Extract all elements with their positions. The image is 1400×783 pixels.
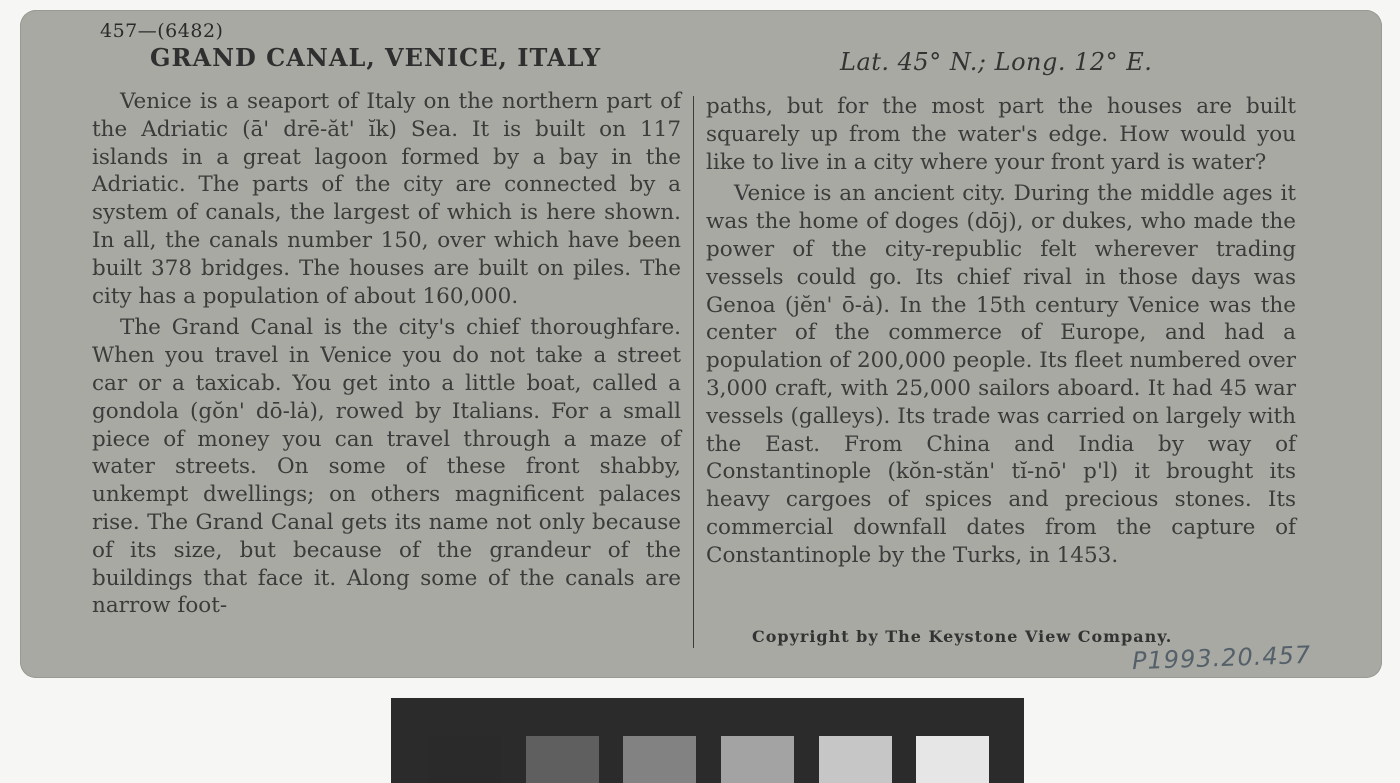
- paragraph: Venice is a seaport of Italy on the northern part of the Adriatic (ā' drē-ăt' ĭk) Sea. It is built on 117 islands in a great lagoon formed by a bay in the Adriatic. The parts of the city are connected by a system of canals, the largest of which is here shown. In all, the canals number 150, over which have been built 378 bridges. The houses are built on piles. The city has a population of about 160,000.: [92, 89, 681, 309]
- handwritten-catalog-number: P1993.20.457: [1131, 640, 1312, 676]
- column-divider: [693, 96, 694, 648]
- paragraph: The Grand Canal is the city's chief thoroughfare. When you travel in Venice you do not take a street car or a taxicab. You get into a little boat, called a gondola (gŏn' dō-lȧ), rowed by Italians. For a small piece of money you can travel through a maze of water streets. On some of these front shabby, unkempt dwellings; on others magnificent palaces rise. The Grand Canal gets its name not only because of its size, but because of the grandeur of the buildings that face it. Along some of the canals are narrow foot-: [92, 315, 681, 619]
- card-code: 457—(6482): [100, 20, 224, 42]
- coordinates: Lat. 45° N.; Long. 12° E.: [840, 48, 1153, 76]
- gray-patch: [819, 736, 892, 783]
- right-column: [706, 93, 1296, 570]
- gray-patch: [721, 736, 794, 783]
- left-column: [92, 88, 681, 620]
- paragraph: Venice is an ancient city. During the middle ages it was the home of doges (dōj), or dukes, who made the power of the city-republic felt wherever trading vessels could go. Its chief rival in those days was Genoa (jĕn' ō-ȧ). In the 15th century Venice was the center of the commerce of Europe, and had a population of 200,000 people. Its fleet numbered over 3,000 craft, with 25,000 sailors aboard. It had 45 war vessels (galleys). Its trade was carried on largely with the East. From China and India by way of Constantinople (kŏn-stăn' tĭ-nō' p'l) it brought its heavy cargoes of spices and precious stones. Its commercial downfall dates from the capture of Constantinople by the Turks, in 1453.: [706, 181, 1296, 568]
- gray-patch: [428, 736, 501, 783]
- color-calibration-strip: [391, 698, 1024, 783]
- paragraph: paths, but for the most part the houses are built squarely up from the water's edge. How would you like to live in a city where your front yard is water?: [706, 94, 1296, 175]
- gray-patch: [916, 736, 989, 783]
- card-title: GRAND CANAL, VENICE, ITALY: [150, 43, 602, 72]
- copyright-line: Copyright by The Keystone View Company.: [752, 627, 1173, 646]
- gray-patch: [623, 736, 696, 783]
- gray-patch: [526, 736, 599, 783]
